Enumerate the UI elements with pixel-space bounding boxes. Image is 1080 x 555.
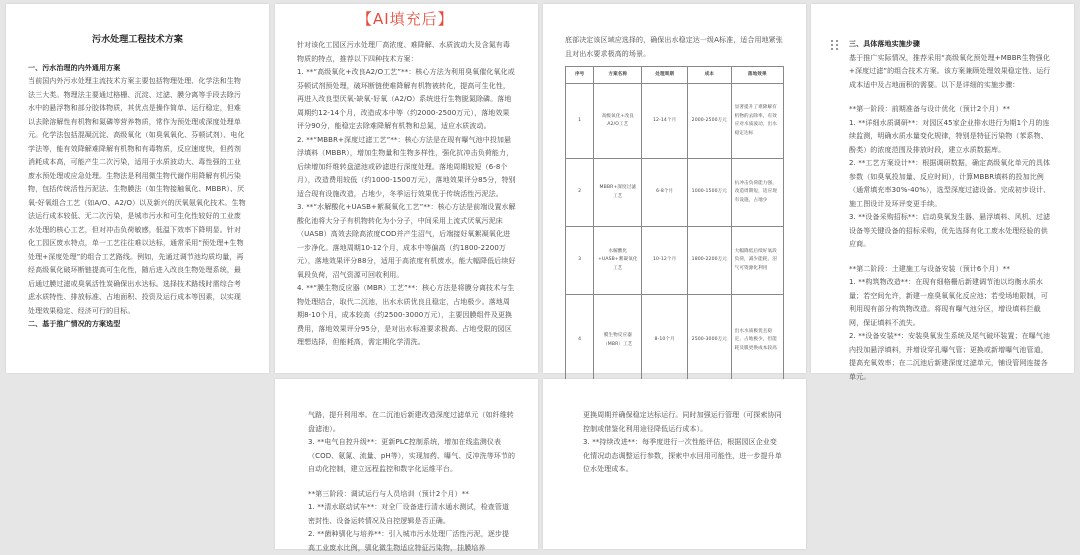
solution-item: 3. **“水解酸化+UASB+絮凝氧化工艺”**：核心方法是前端设置水解酸化池将大分子有机物转化为小分子，中间采用上流式厌氧污泥床（UASB）高效去除高浓度COD并产生沼气，后端接好氧絮凝氧化进一步净化。落地周期10-12个月，成本中等偏高（约1800-2200万元），落地效果评分88分，适用于高浓度有机废水，能大幅降低后续好氧段负荷，沼气资源可回收利用。 [297,203,516,279]
document-title: 污水处理工程技术方案 [91,35,183,45]
table-row [566,295,784,387]
table-cell-no: 2 [566,159,594,227]
solution-comparison-table [565,66,784,387]
table-row [566,227,784,295]
table-header-cell: 序号 [566,67,594,84]
step-line: **第二阶段：土建施工与设备安装（预计6个月）** [849,264,1010,273]
step-line: **第一阶段：前期准备与设计优化（预计2个月）** [849,105,1010,113]
step-line: 更换周期并确保稳定达标运行。同时加强运行管理（可探索协同控制或借鉴化利用途径降低运行成本）。 [583,411,782,433]
document-page-6 [543,379,806,549]
step-line: **第三阶段：调试运行与人员培训（预计2个月）** [308,489,469,498]
solution-item: 1. **“高级氧化+改良A2/O工艺”**：核心方法为利用臭氧催化氧化或芬顿试剂预处理，破环断链使难降解有机物被转化，提高可生化性，再进入改良型厌氧-缺氧-好氧（A2/O）系统进行生物脱氮除磷。落地周期约12-14个月，改造成本中等（约2000-2500万元），落地效果评分90分，能稳定去除难降解有机物和总氮，适应水质波动。 [297,68,515,130]
step-line: 3. **电气自控升级**：更新PLC控制系统，增加在线监测仪表（COD、氨氮、流量、pH等），实现加药、曝气、反冲洗等环节的自动化控制，建立远程监控和数字化运维平台。 [308,438,516,473]
document-page-4 [811,4,1074,381]
table-cell-cost: 2500-3000万元 [688,295,732,387]
table-cell-effect: 出水水质极优且稳定，占地极少，但能耗及膜更换成本较高 [731,295,783,387]
table-cell-effect: 抗冲击负荷能力强，改造周期短，适应现有设施，占地少 [731,159,783,227]
table-cell-name: 膜生物反应器（MBR）工艺 [594,295,642,387]
table-cell-period: 8-10个月 [642,295,688,387]
table-header-cell: 成本 [688,67,732,84]
page2-intro: 针对该化工园区污水处理厂高浓度、难降解、水质波动大及含氮有毒物质的特点，推荐以下四种技术方案： [297,41,510,63]
section-heading-3: 三、具体落地实施步骤 [849,40,920,48]
table-cell-name: 高级氧化+改良A2/O工艺 [594,84,642,159]
table-cell-cost: 1800-2200万元 [688,227,732,295]
table-cell-period: 6-8个月 [642,159,688,227]
document-page-2 [275,4,538,373]
solution-item: 4. **“膜生物反应器（MBR）工艺”**：核心方法是将膜分离技术与生物处理结合，取代二沉池，出水水质优良且稳定，占地极少。落地周期8-10个月，成本较高（约2500-3000万元），主要因膜组件及更换费用，落地效果评分95分，是对出水标准要求极高、占地受限的园区理想选择，但能耗高，需定期化学清洗。 [297,284,515,346]
step-line: 3. **持续改进**：每季度进行一次性能评估，根据园区企业变化情况动态调整运行参数，探索中水回用可能性，进一步提升单位水处理成本。 [583,438,782,473]
section-heading-1: 一、污水治理的内外通用方案 [28,63,121,72]
table-row [566,159,784,227]
step-line: 1. **清水联动试车**：对全厂设备进行清水通水测试，检查管道密封性、设备运转情况及自控逻辑是否正确。 [308,503,510,525]
table-cell-no: 3 [566,227,594,295]
table-cell-no: 1 [566,84,594,159]
solution-item: 2. **“MBBR+深度过滤工艺”**：核心方法是在现有曝气池中投加悬浮填料（MBBR），增加生物量和生物多样性，强化抗冲击负荷能力，后续增加纤维转盘滤池或砂滤进行深度处理。落地周期较短（6-8个月），改造费用较低（约1000-1500万元），落地效果评分85分，特别适合现有设施改造，占地少，冬季运行效果优于传统活性污泥法。 [297,135,516,198]
table-header-cell: 落地效果 [731,67,783,84]
table-cell-period: 12-14个月 [642,84,688,159]
step-line: 2. **菌种驯化与培养**：引入城市污水处理厂活性污泥，逐步提高工业废水比例，驯化微生物适应特征污染物，挂膜培养 [308,530,510,552]
table-cell-name: 水解酸化+UASB+絮凝氧化工艺 [594,227,642,295]
table-header-cell: 方案名称 [594,67,642,84]
step-line: 3. **设备采购招标**：启动臭氧发生器、悬浮填料、风机、过滤设备等关键设备的招标采购，优先选择有化工废水处理经验的供应商。 [849,213,1051,248]
table-cell-no: 4 [566,295,594,387]
table-cell-cost: 1000-1500万元 [688,159,732,227]
step-line: 2. **工艺方案设计**：根据调研数据，确定高级氧化单元的具体参数（如臭氧投加量、反应时间），计算MBBR填料的投加比例（通常填充率30%-40%），选型深度过滤设备。完成初步设计、施工图设计及环评变更手续。 [849,159,1051,208]
step-line: 1. **构筑物改造**：在现有细格栅后新建调节池以均衡水质水量；若空间允许，新建一座臭氧氧化反应池；若受场地限制，可利用现有部分构筑物改造。将现有曝气池分区，增设填料拦截网，保证填料不流失。 [849,278,1048,327]
table-cell-effect: 显著提升了难降解有机物的去除率，有效应对水质波动，出水稳定达标 [731,84,783,159]
table-header-cell: 处理周期 [642,67,688,84]
step-line: 1. **详细水质调研**：对园区45家企业排水进行为期1个月的连续监测，明确水质水量变化规律，特别是特征污染物（苯系物、酚类）的浓度范围及排放时段，建立水质数据库。 [849,118,1050,154]
table-header-row [566,67,784,84]
page3-intro: 底部决定该区域应选择的，确保出水稳定达一级A标准，适合用地紧张且对出水要求极高的场景。 [565,36,783,58]
table-cell-effect: 大幅降低后续好氧段负荷，减少能耗，沼气可资源化利用 [731,227,783,295]
section-heading-2: 二、基于推广情况的方案选型 [28,320,121,328]
table-cell-cost: 2000-2500万元 [688,84,732,159]
table-row [566,84,784,159]
table-cell-name: MBBR+深度过滤工艺 [594,159,642,227]
document-page-1 [6,4,269,373]
document-page-5 [275,379,538,552]
document-page-3 [543,4,806,373]
step-line: 基于推广实际情况，推荐采用“高级氧化预处理+MBBR生物强化+深度过滤”的组合技术方案。该方案兼顾处理效果稳定性、运行成本适中及占地面积的需要。以下是详细的实施步骤： [849,53,1051,89]
drag-handle-icon[interactable] [831,40,839,50]
step-line: 2. **设备安装**：安装臭氧发生系统及尾气破坏装置；在曝气池内投加悬浮填料，并增设穿孔曝气管；更换或新增曝气池管道，提高充氧效率；在二沉池后新建深度过滤单元，铺设管网连接各单元。 [849,332,1051,381]
table-cell-period: 10-12个月 [642,227,688,295]
ai-fill-badge: 【AI填充后】 [357,10,454,28]
step-line: 气路，提升利用率。在二沉池后新建改造深度过滤单元（如纤维转盘滤池）。 [308,411,514,433]
section-body-1: 当前国内外污水处理主流技术方案主要包括物理处理、化学法和生物法三大类。物理法主要通过格栅、沉淀、过滤、膜分离等手段去除污水中的悬浮物和部分胶体物质，其优点是操作简单、运行稳定，但难以去除溶解性有机物和氮磷等营养物质，常作为预处理或深度处理单元。化学法包括混凝沉淀、高级氧化（如臭氧氧化、芬顿试剂）、电化学法等，能有效降解难降解有机物和有毒物质，反应速度快，但药剂消耗成本高，可能产生二次污染，适用于水质波动大、毒性强的工业废水预处理或应急处理。生物法是利用微生物代谢作用降解有机污染物，包括传统活性污泥法、生物膜法（如生物接触氧化、MBBR）、厌氧-好氧组合工艺（如A/O、A2/O）以及新兴的厌氧氨氧化技术。生物法运行成本较低、无二次污染，是城市污水和可生化性较好的工业废水处理的核心工艺，但对冲击负荷敏感，低温下效率下降明显。针对化工园区废水特点，单一工艺往往难以达标，通常采用“预处理+生物处理+深度处理”的组合工艺路线。例如，先通过调节池均质均量，再经高级氧化破环断链提高可生化性，随后进入改良生物处理系统，最后通过膜过滤或臭氧活性炭确保出水达标。选择技术路线时需综合考虑水质特性、排放标准、占地面积、投资及运行成本等因素，以实现处理效果稳定、经济可行的目标。 [28,77,246,315]
